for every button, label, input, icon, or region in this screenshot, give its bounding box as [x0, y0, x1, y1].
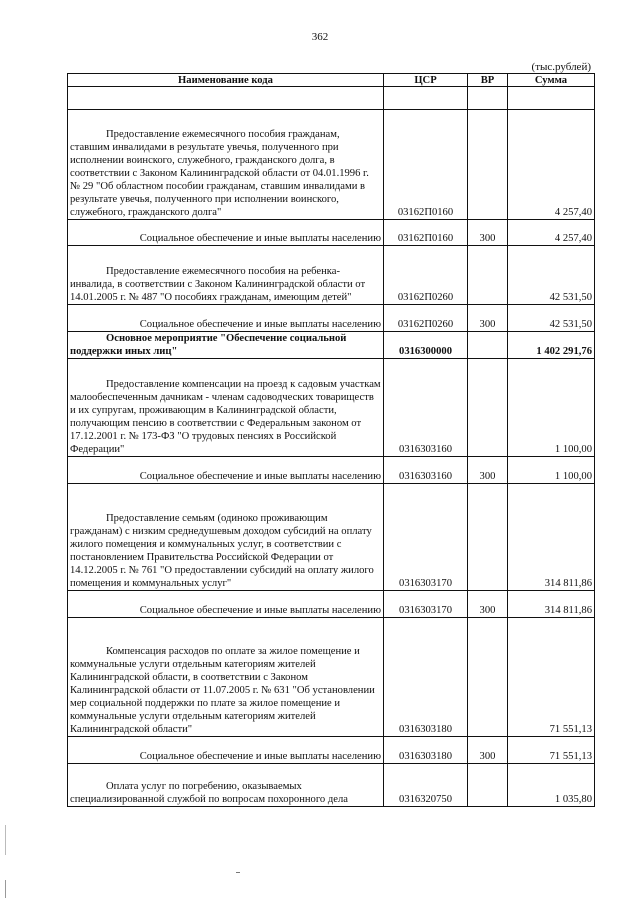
cell-name: Предоставление ежемесячного пособия гражданам, ставшим инвалидами в результате увечья, полученного при исполнении воинского, служебного, гражданского долга, в соответствии с Законом Калининградской области от 04.01.1996 г. № 29 "Об областном пособии гражданам, ставшим инвалидами в результате увечья, полученного при исполнении воинского, служебного, гражданского долга"	[68, 110, 384, 220]
cell-name: Социальное обеспечение и иные выплаты населению	[68, 737, 384, 764]
header-csr: ЦСР	[384, 74, 468, 87]
table-row	[68, 305, 595, 332]
table-row	[68, 484, 595, 591]
cell-sum: 4 257,40	[508, 220, 595, 246]
cell-csr: 0316303160	[384, 359, 468, 457]
cell-csr: 0316303180	[384, 737, 468, 764]
table-header-row	[68, 74, 595, 87]
cell-name: Предоставление семьям (одиноко проживающим гражданам) с низким среднедушевым доходом субсидий на оплату жилого помещения и коммунальных услуг, в соответствии с постановлением Правительства Российской Федерации от 14.12.2005 г. № 761 "О предоставлении субсидий на оплату жилого помещения и коммунальных услуг"	[68, 484, 384, 591]
scan-dash-mark	[236, 872, 240, 873]
cell-sum: 1 100,00	[508, 359, 595, 457]
header-vr: ВР	[468, 74, 508, 87]
cell-csr: 03162П0260	[384, 246, 468, 305]
cell-name: Основное мероприятие "Обеспечение социальной поддержки иных лиц"	[68, 332, 384, 359]
cell-name: Социальное обеспечение и иные выплаты населению	[68, 305, 384, 332]
cell-csr: 0316303160	[384, 457, 468, 484]
cell-vr: 300	[468, 220, 508, 246]
cell-csr: 0316303170	[384, 591, 468, 618]
table-row	[68, 618, 595, 737]
cell-name: Социальное обеспечение и иные выплаты населению	[68, 457, 384, 484]
header-sum: Сумма	[508, 74, 595, 87]
table-row	[68, 764, 595, 807]
cell-vr	[468, 332, 508, 359]
cell-sum: 314 811,86	[508, 484, 595, 591]
table-row	[68, 110, 595, 220]
page-number: 362	[311, 31, 329, 43]
cell-vr	[468, 87, 508, 110]
cell-name: Социальное обеспечение и иные выплаты населению	[68, 591, 384, 618]
cell-vr	[468, 764, 508, 807]
cell-sum: 71 551,13	[508, 618, 595, 737]
cell-csr: 0316303180	[384, 618, 468, 737]
table-row	[68, 737, 595, 764]
cell-csr: 0316300000	[384, 332, 468, 359]
table-row	[68, 332, 595, 359]
cell-vr	[468, 110, 508, 220]
table-row	[68, 220, 595, 246]
units-label: (тыс.рублей)	[531, 61, 591, 73]
cell-name: Предоставление компенсации на проезд к садовым участкам малообеспеченным дачникам - членам садоводческих товариществ и их супругам, проживающим в Калининградской области, получающим пенсию в соответствии с Федеральным законом от 17.12.2001 г. № 173-ФЗ "О трудовых пенсиях в Российской Федерации"	[68, 359, 384, 457]
table-row	[68, 246, 595, 305]
budget-table	[67, 73, 595, 807]
cell-csr	[384, 87, 468, 110]
cell-csr: 0316303170	[384, 484, 468, 591]
table-row	[68, 359, 595, 457]
cell-vr	[468, 359, 508, 457]
scan-margin-mark	[5, 825, 6, 855]
cell-sum: 1 402 291,76	[508, 332, 595, 359]
table-row	[68, 87, 595, 110]
cell-name: Предоставление ежемесячного пособия на ребенка-инвалида, в соответствии с Законом Калининградской области от 14.01.2005 г. № 487 "О пособиях гражданам, имеющим детей"	[68, 246, 384, 305]
cell-csr: 03162П0160	[384, 110, 468, 220]
cell-csr: 03162П0260	[384, 305, 468, 332]
cell-vr	[468, 484, 508, 591]
cell-vr	[468, 246, 508, 305]
cell-sum: 42 531,50	[508, 305, 595, 332]
cell-sum: 314 811,86	[508, 591, 595, 618]
table-row	[68, 591, 595, 618]
cell-sum	[508, 87, 595, 110]
header-name: Наименование кода	[68, 74, 384, 87]
scan-margin-mark	[5, 880, 6, 898]
cell-vr: 300	[468, 305, 508, 332]
cell-sum: 4 257,40	[508, 110, 595, 220]
cell-csr: 03162П0160	[384, 220, 468, 246]
cell-csr: 0316320750	[384, 764, 468, 807]
cell-vr	[468, 618, 508, 737]
cell-vr: 300	[468, 591, 508, 618]
cell-sum: 1 035,80	[508, 764, 595, 807]
cell-name: Компенсация расходов по оплате за жилое помещение и коммунальные услуги отдельным категориям жителей Калининградской области, в соответствии с Законом Калининградской области от 11.07.2005 г. № 631 "Об установлении мер социальной поддержки по плате за жилое помещение и коммунальные услуги отдельным категориям жителей Калининградской области"	[68, 618, 384, 737]
cell-sum: 71 551,13	[508, 737, 595, 764]
cell-vr: 300	[468, 737, 508, 764]
cell-name: Оплата услуг по погребению, оказываемых специализированной службой по вопросам похоронного дела	[68, 764, 384, 807]
cell-name: Социальное обеспечение и иные выплаты населению	[68, 220, 384, 246]
cell-name	[68, 87, 384, 110]
cell-sum: 42 531,50	[508, 246, 595, 305]
table-row	[68, 457, 595, 484]
cell-sum: 1 100,00	[508, 457, 595, 484]
cell-vr: 300	[468, 457, 508, 484]
